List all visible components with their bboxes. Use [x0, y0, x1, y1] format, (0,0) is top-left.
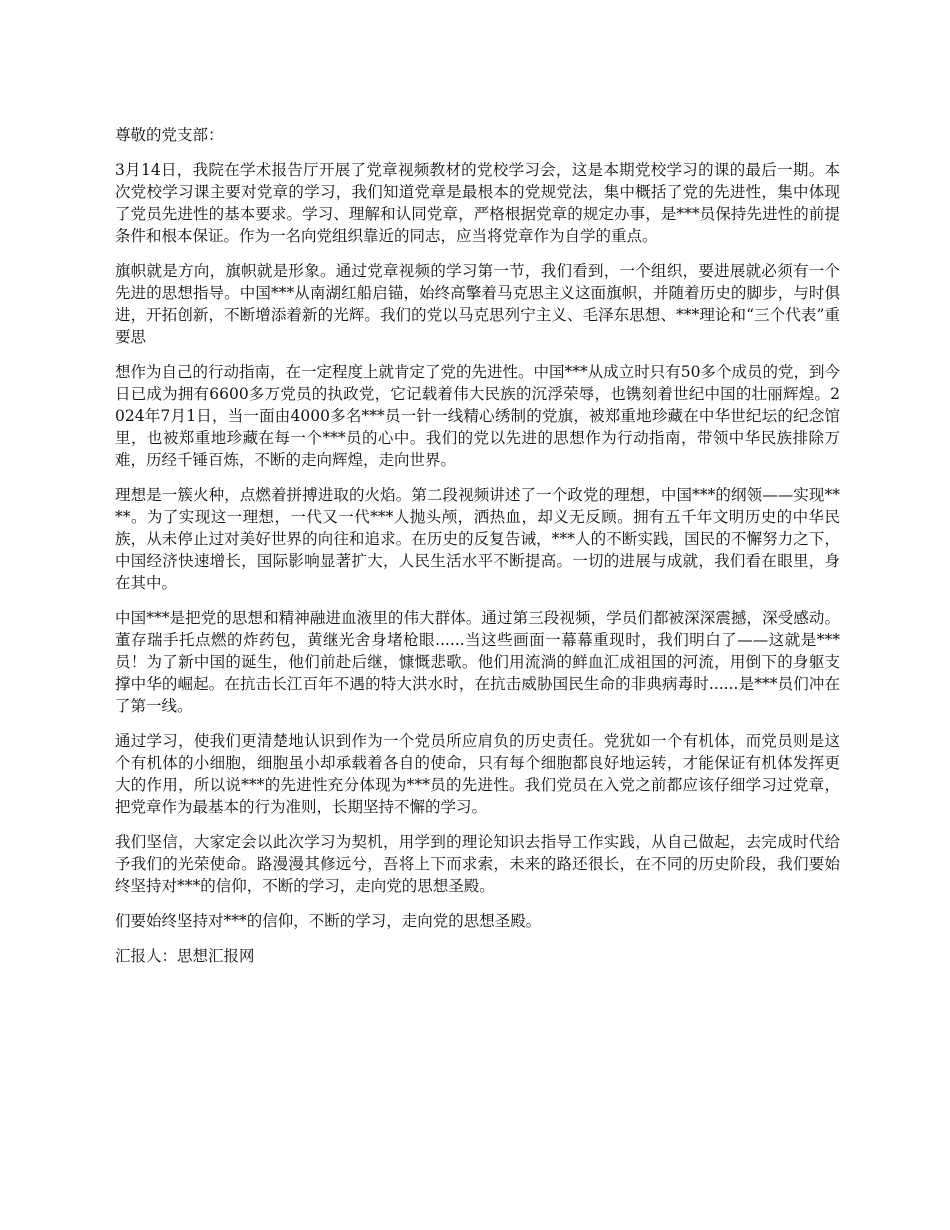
paragraph-2: 旗帜就是方向，旗帜就是形象。通过党章视频的学习第一节，我们看到，一个组织，要进展就必须有一个先进的思想指导。中国***从南湖红船启锚，始终高擎着马克思主义这面旗帜，并随着历史的脚步，与时俱进，开拓创新，不断增添着新的光辉。我们的党以马克思列宁主义、毛泽东思想、***理论和“三个代表”重要思: [115, 262, 840, 346]
paragraph-6: 通过学习，使我们更清楚地认识到作为一个党员所应肩负的历史责任。党犹如一个有机体，而党员则是这个有机体的小细胞，细胞虽小却承载着各自的使命，只有每个细胞都良好地运转，才能保证有机体发挥更大的作用，所以说***的先进性充分体现为***员的先进性。我们党员在入党之前都应该仔细学习过党章，把党章作为最基本的行为准则，长期坚持不懈的学习。: [115, 732, 840, 816]
paragraph-1: 3月14日，我院在学术报告厅开展了党章视频教材的党校学习会，这是本期党校学习的课的最后一期。本次党校学习课主要对党章的学习，我们知道党章是最根本的党规党法，集中概括了党的先进性，集中体现了党员先进性的基本要求。学习、理解和认同党章，严格根据党章的规定办事，是***员保持先进性的前提条件和根本保证。作为一名向党组织靠近的同志，应当将党章作为自学的重点。: [115, 161, 840, 245]
paragraph-8: 们要始终坚持对***的信仰，不断的学习，走向党的思想圣殿。: [115, 912, 542, 930]
paragraph-3: 想作为自己的行动指南，在一定程度上就肯定了党的先进性。中国***从成立时只有50多个成员的党，到今日已成为拥有6600多万党员的执政党，它记载着伟大民族的沉浮荣辱，也镌刻着世纪中国的壮丽辉煌。2024年7月1日，当一面由4000多名***员一针一线精心绣制的党旗，被郑重地珍藏在中华世纪坛的纪念馆里，也被郑重地珍藏在每一个***员的心中。我们的党以先进的思想作为行动指南，带领中华民族排除万难，历经千锤百炼，不断的走向辉煌，走向世界。: [115, 363, 840, 469]
salutation: 尊敬的党支部：: [115, 126, 224, 144]
paragraph-4: 理想是一簇火种，点燃着拼搏进取的火焰。第二段视频讲述了一个政党的理想，中国***的纲领——实现****。为了实现这一理想，一代又一代***人抛头颅，洒热血，却义无反顾。拥有五千年文明历史的中华民族，从未停止过对美好世界的向往和追求。在历史的反复告诫，***人的不断实践，国民的不懈努力之下，中国经济快速增长，国际影响显著扩大，人民生活水平不断提高。一切的进展与成就，我们看在眼里，身在其中。: [115, 486, 840, 592]
paragraph-7: 我们坚信，大家定会以此次学习为契机，用学到的理论知识去指导工作实践，从自己做起，去完成时代给予我们的光荣使命。路漫漫其修远兮，吾将上下而求索，未来的路还很长，在不同的历史阶段，我们要始终坚持对***的信仰，不断的学习，走向党的思想圣殿。: [115, 833, 840, 895]
paragraph-5: 中国***是把党的思想和精神融进血液里的伟大群体。通过第三段视频，学员们都被深深震撼，深受感动。董存瑞手托点燃的炸药包，黄继光舍身堵枪眼......当这些画面一幕幕重现时，我们明白了——这就是***员！为了新中国的诞生，他们前赴后继，慷慨悲歌。他们用流淌的鲜血汇成祖国的河流，用倒下的身躯支撑中华的崛起。在抗击长江百年不遇的特大洪水时，在抗击威胁国民生命的非典病毒时......是***员们冲在了第一线。: [115, 609, 840, 715]
document-body: [115, 124, 840, 980]
signature: 汇报人：思想汇报网: [115, 947, 255, 965]
